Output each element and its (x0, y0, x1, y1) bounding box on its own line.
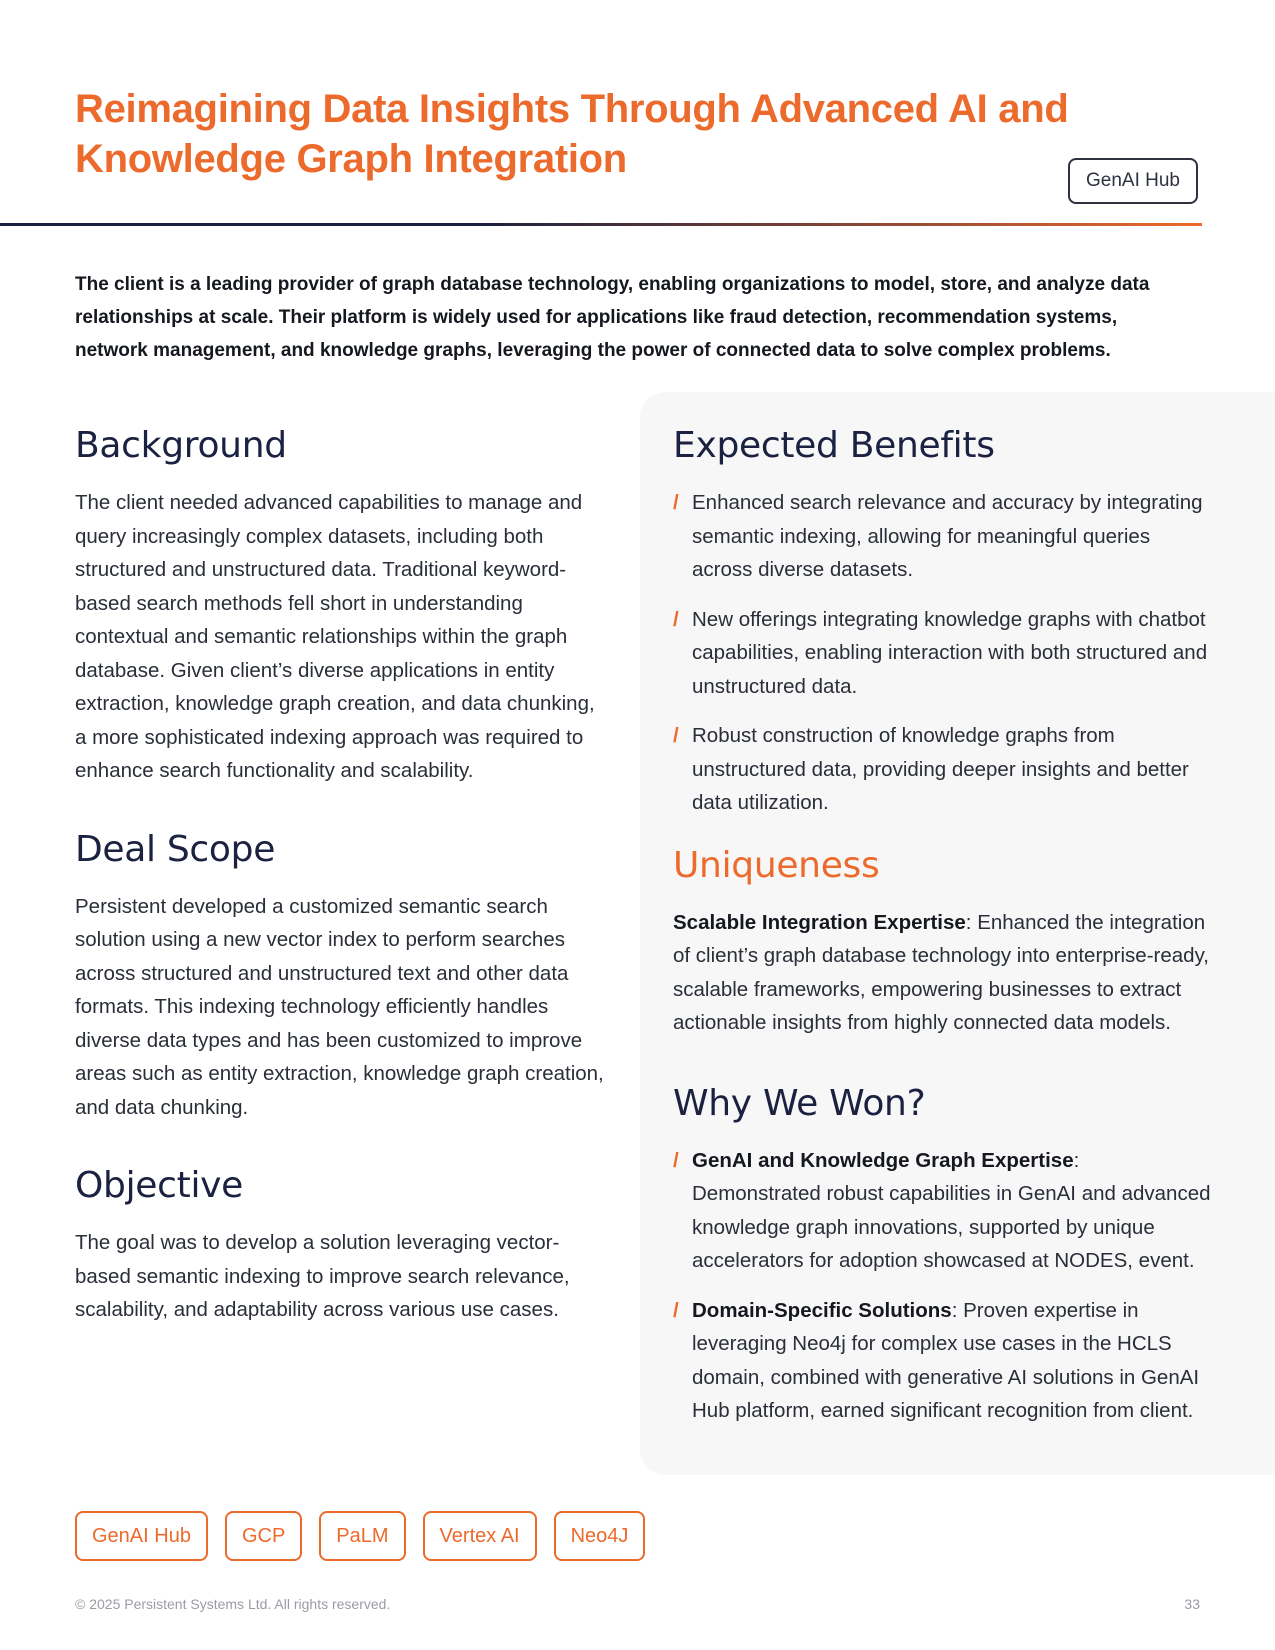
list-item: / New offerings integrating knowledge graphs with chatbot capabilities, enabling interaction with both structured and unstructured data. (673, 603, 1213, 704)
why-we-won-section (673, 1078, 1213, 1428)
slash-bullet-icon: / (673, 1298, 679, 1322)
background-text: The client needed advanced capabilities to manage and query increasingly complex datasets, including both structured and unstructured data. Traditional keyword-based search methods fell short in understanding contextual and semantic relationships within the graph database. Given client’s diverse applications in entity extraction, knowledge graph creation, and data chunking, a more sophisticated indexing approach was required to enhance search functionality and scalability. (75, 491, 595, 782)
copyright-footer: © 2025 Persistent Systems Ltd. All rights reserved. (75, 1596, 391, 1612)
slash-bullet-icon: / (673, 607, 679, 631)
background-section (75, 420, 605, 788)
tag-neo4j: Neo4J (554, 1511, 646, 1561)
intro-paragraph: The client is a leading provider of graph database technology, enabling organizations to model, store, and analyze data relationships at scale. Their platform is widely used for applications like fraud detection, recommendation systems, network management, and knowledge graphs, leveraging the power of connected data to solve complex problems. (75, 274, 1150, 361)
tag-vertex-ai: Vertex AI (423, 1511, 537, 1561)
why-we-won-heading: Why We Won? (673, 1082, 926, 1124)
slash-bullet-icon: / (673, 1148, 679, 1172)
slash-bullet-icon: / (673, 724, 679, 747)
uniqueness-lead: Scalable Integration Expertise (673, 910, 966, 934)
slash-bullet-icon: / (673, 491, 679, 514)
technology-tags (75, 1511, 645, 1561)
expected-benefits-section (673, 420, 1213, 820)
left-column (75, 420, 605, 1327)
page-title: Reimagining Data Insights Through Advanced AI and Knowledge Graph Integration (75, 87, 1069, 181)
background-heading: Background (75, 425, 287, 466)
objective-heading: Objective (75, 1165, 244, 1206)
objective-text: The goal was to develop a solution leveraging vector-based semantic indexing to improve search relevance, scalability, and adaptability across various use cases. (75, 1231, 570, 1321)
objective-section (75, 1160, 605, 1327)
tag-genai-hub: GenAI Hub (75, 1511, 208, 1561)
list-item: / Enhanced search relevance and accuracy by integrating semantic indexing, allowing for meaningful queries across diverse datasets. (673, 486, 1213, 587)
expected-benefits-heading: Expected Benefits (673, 425, 995, 466)
tag-palm: PaLM (319, 1511, 405, 1561)
uniqueness-text: Scalable Integration Expertise: Enhanced the integration of client’s graph database technology into enterprise-ready, scalable frameworks, empowering businesses to extract actionable insights from highly connected data models. (673, 910, 1209, 1034)
list-item: / Domain-Specific Solutions: Proven expertise in leveraging Neo4j for complex use cases in the HCLS domain, combined with generative AI solutions in GenAI Hub platform, earned significant recognition from client. (673, 1294, 1213, 1428)
why-we-won-list (673, 1144, 1213, 1428)
tag-gcp: GCP (225, 1511, 302, 1561)
right-column (673, 420, 1213, 1444)
page-number: 33 (1184, 1596, 1200, 1612)
uniqueness-section (673, 840, 1213, 1040)
deal-scope-section (75, 824, 605, 1125)
list-item: / GenAI and Knowledge Graph Expertise: Demonstrated robust capabilities in GenAI and advanced knowledge graph innovations, supported by unique accelerators for adoption showcased at NODES, event. (673, 1144, 1213, 1278)
benefits-list (673, 486, 1213, 820)
list-item: / Robust construction of knowledge graphs from unstructured data, providing deeper insights and better data utilization. (673, 719, 1213, 820)
uniqueness-heading: Uniqueness (673, 844, 880, 886)
header-divider (0, 223, 1202, 226)
genai-hub-badge: GenAI Hub (1068, 158, 1198, 204)
deal-scope-text: Persistent developed a customized semantic search solution using a new vector index to perform searches across structured and unstructured text and other data formats. This indexing technology efficiently handles diverse data types and has been customized to improve areas such as entity extraction, knowledge graph creation, and data chunking. (75, 894, 604, 1119)
deal-scope-heading: Deal Scope (75, 828, 276, 870)
